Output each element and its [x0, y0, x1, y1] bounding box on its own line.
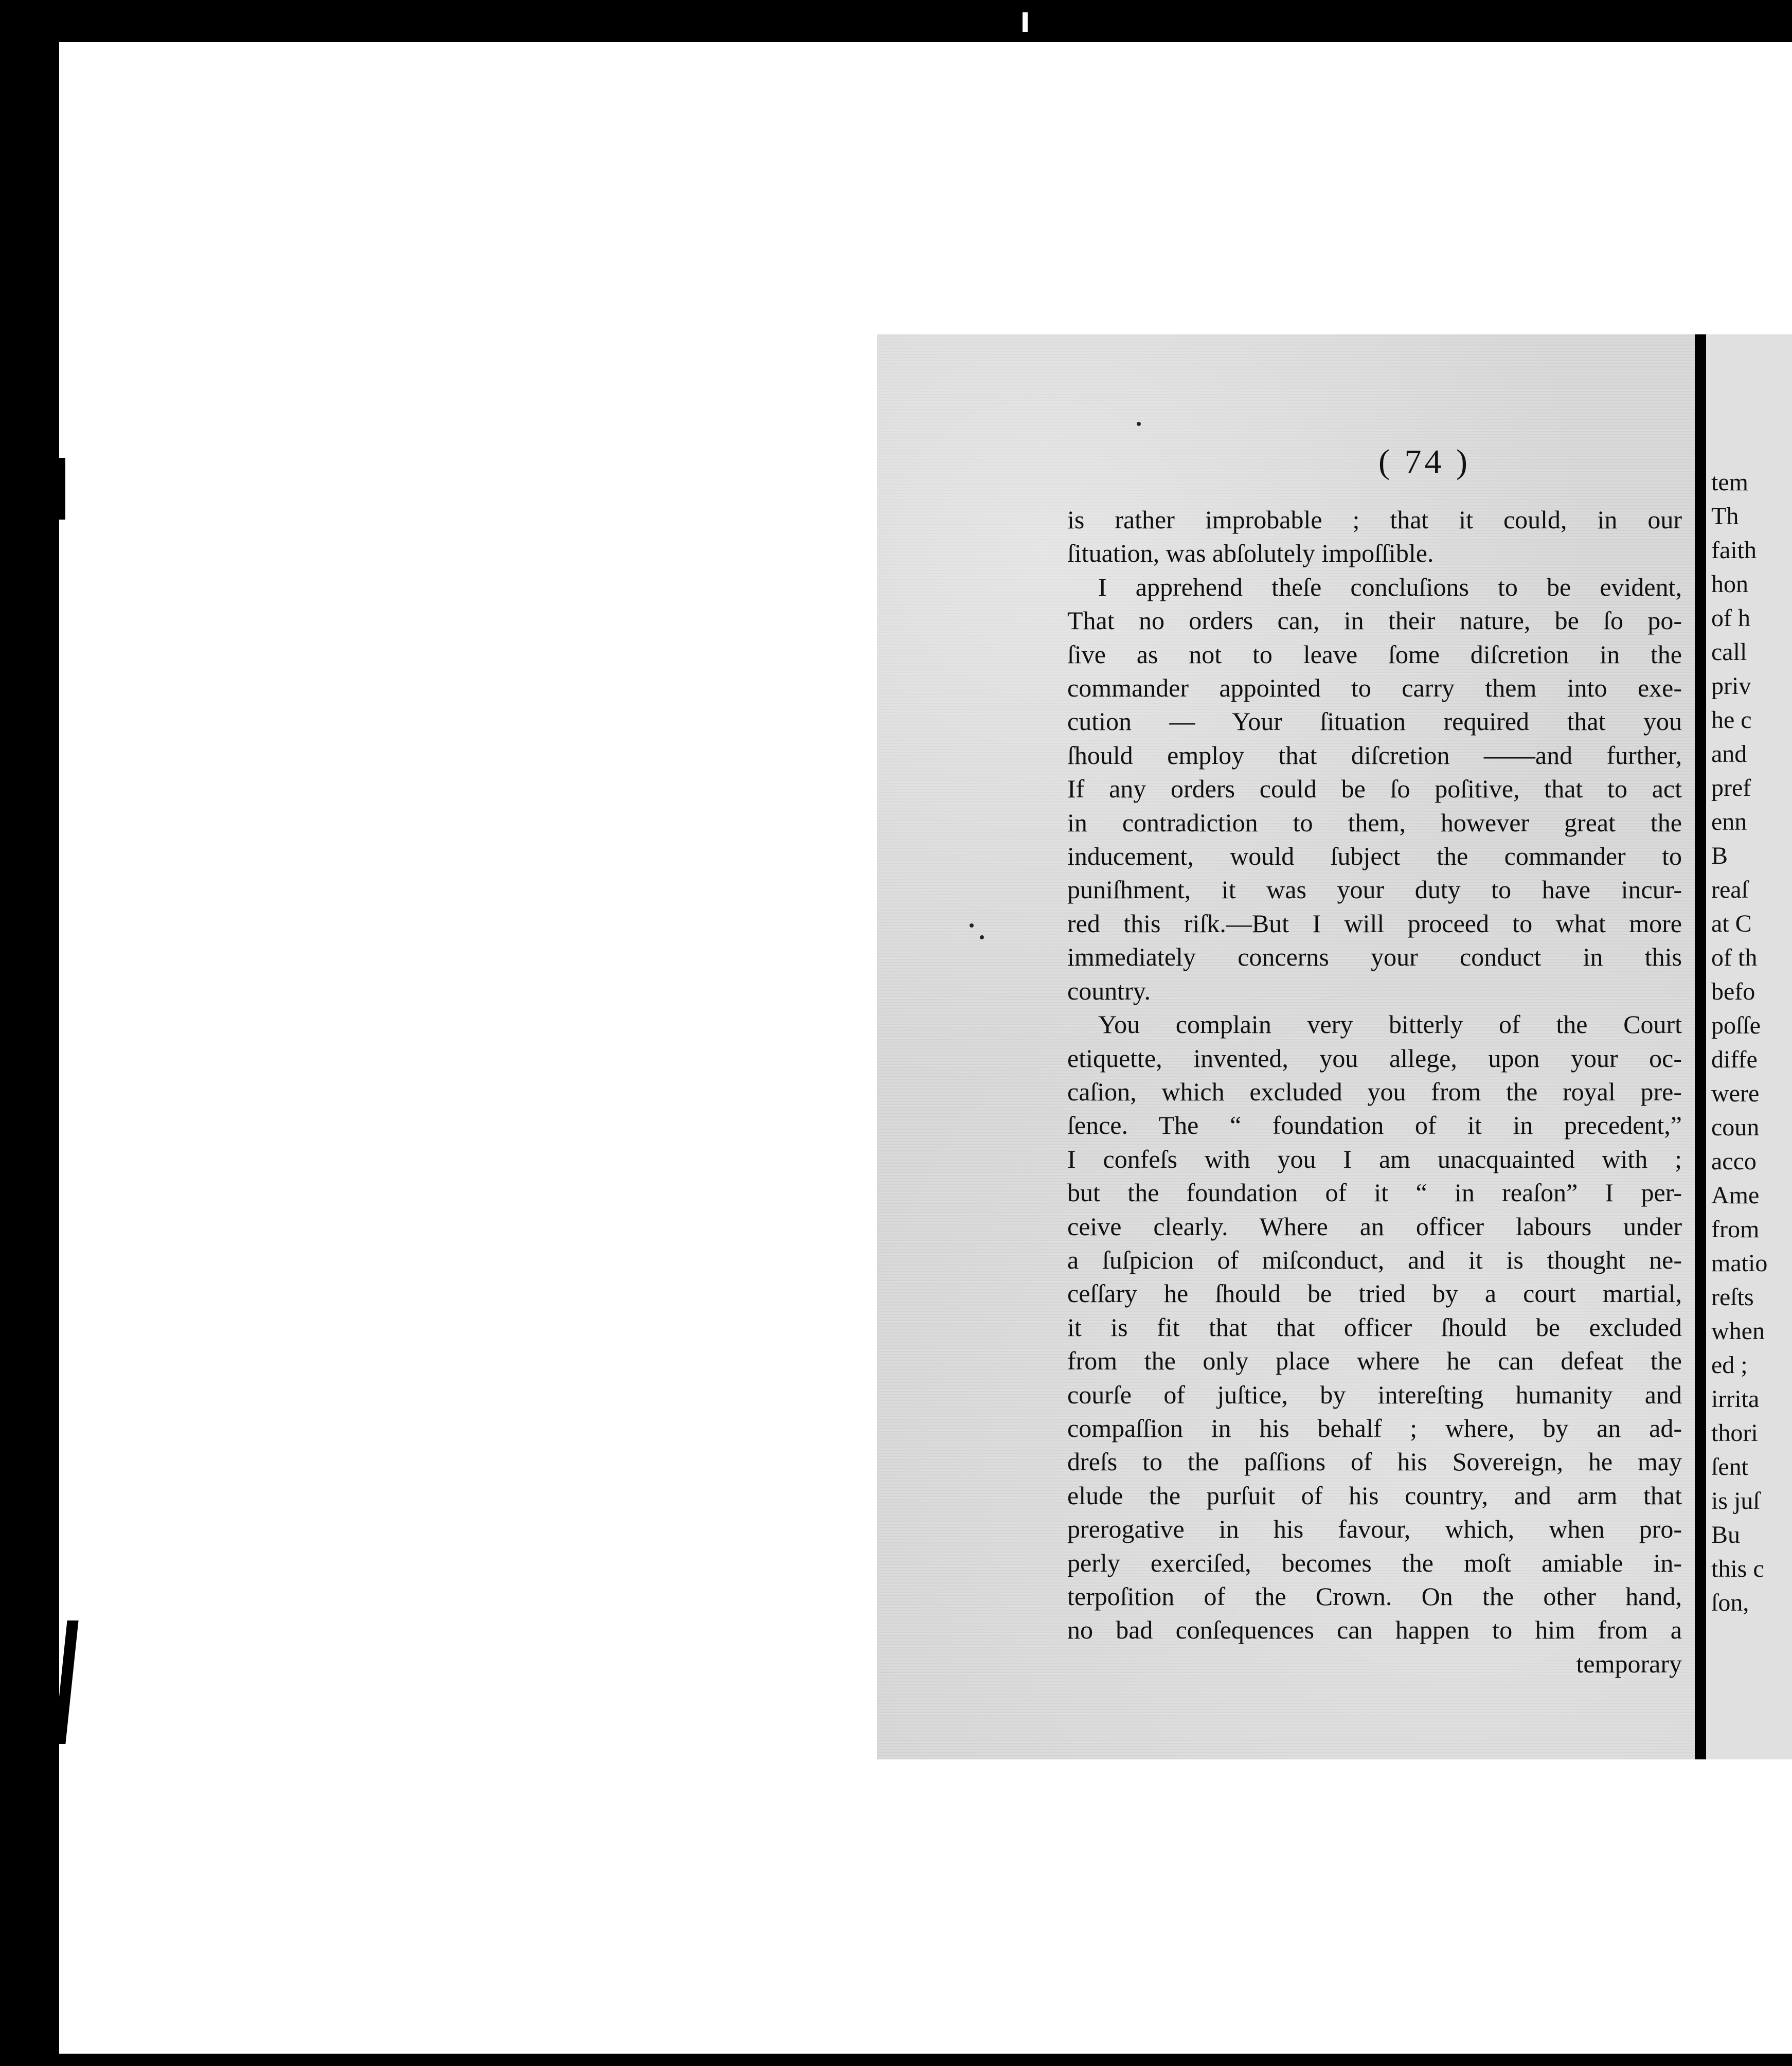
facing-page-fragment: at C: [1711, 910, 1752, 937]
edge-mark-left: [59, 458, 65, 520]
text-line: is rather improbable ; that it could, in our: [1067, 505, 1682, 534]
facing-page-fragment: is juſ: [1711, 1487, 1760, 1515]
facing-page-fragment: acco: [1711, 1148, 1757, 1175]
facing-page-fragment: and: [1711, 740, 1747, 768]
facing-page-fragment: pref: [1711, 774, 1751, 802]
text-line: puniſhment, it was your duty to have incur-: [1067, 875, 1682, 904]
facing-page-fragment: reſts: [1711, 1284, 1754, 1311]
text-line: etiquette, invented, you allege, upon your oc-: [1067, 1043, 1682, 1073]
facing-page-fragment: tem: [1711, 469, 1748, 496]
scan-speck: [980, 935, 984, 939]
text-line: commander appointed to carry them into exe-: [1067, 673, 1682, 703]
text-line: prerogative in his favour, which, when pro-: [1067, 1515, 1682, 1544]
text-line: If any orders could be ſo poſitive, that to act: [1067, 774, 1682, 804]
facing-page-fragment: Ame: [1711, 1182, 1760, 1209]
facing-page-fragment: faith: [1711, 537, 1757, 564]
scan-speck: [970, 923, 974, 928]
text-line: inducement, would ſubject the commander to: [1067, 842, 1682, 871]
page-body-text: [1067, 503, 1682, 1681]
text-line: ſituation, was abſolutely impoſſible.: [1067, 539, 1434, 568]
facing-page-fragment: Th: [1711, 503, 1739, 530]
facing-page-fragment: hon: [1711, 571, 1748, 598]
facing-page-fragment: priv: [1711, 672, 1751, 700]
text-line: ſhould employ that diſcretion ——and further,: [1067, 740, 1682, 770]
facing-page-fragment: this c: [1711, 1555, 1764, 1582]
facing-page-fragment: call: [1711, 638, 1747, 666]
text-line: immediately concerns your conduct in this: [1067, 942, 1682, 972]
text-line: no bad conſequences can happen to him from a: [1067, 1615, 1682, 1645]
edge-mark-top: [1023, 12, 1028, 32]
facing-page-fragment: thori: [1711, 1419, 1758, 1447]
facing-page-fragment: poſſe: [1711, 1012, 1761, 1039]
facing-page-fragment: Bu: [1711, 1521, 1741, 1548]
text-line: but the foundation of it “ in reaſon” I per-: [1067, 1178, 1682, 1207]
facing-page-fragment: from: [1711, 1216, 1760, 1243]
text-line: I apprehend theſe concluſions to be evident,: [1098, 572, 1682, 601]
text-line: ſive as not to leave ſome diſcretion in the: [1067, 639, 1682, 669]
text-line: caſion, which excluded you from the royal pre-: [1067, 1077, 1682, 1106]
text-line: ceive clearly. Where an officer labours under: [1067, 1212, 1682, 1241]
facing-page-fragment: B: [1711, 842, 1728, 869]
scan-speck: [1137, 422, 1141, 426]
page-number: ( 74 ): [1378, 443, 1471, 480]
text-line: cution — Your ſituation required that you: [1067, 707, 1682, 736]
text-line: ſence. The “ foundation of it in precedent,”: [1067, 1111, 1682, 1140]
facing-page-fragment: of th: [1711, 944, 1758, 971]
facing-page-fragment: when: [1711, 1317, 1765, 1345]
facing-page-fragment: of h: [1711, 604, 1750, 632]
text-line: dreſs to the paſſions of his Sovereign, he may: [1067, 1447, 1682, 1476]
text-line: That no orders can, in their nature, be ſo po-: [1067, 606, 1682, 635]
facing-page-fragment: diffe: [1711, 1046, 1758, 1073]
text-line: from the only place where he can defeat the: [1067, 1346, 1682, 1376]
text-line: in contradiction to them, however great the: [1067, 808, 1682, 837]
facing-page-fragment: ſent: [1711, 1453, 1748, 1481]
text-line: elude the purſuit of his country, and arm that: [1067, 1481, 1682, 1510]
facing-page-fragment: he c: [1711, 706, 1752, 734]
text-line: country.: [1067, 976, 1151, 1005]
text-line: ceſſary he ſhould be tried by a court martial,: [1067, 1279, 1682, 1308]
facing-page-fragment: enn: [1711, 808, 1747, 835]
text-line: courſe of juſtice, by intereſting humanity and: [1067, 1380, 1682, 1409]
facing-page-fragment: ſon,: [1711, 1589, 1749, 1616]
text-line: perly exerciſed, becomes the moſt amiable in-: [1067, 1548, 1682, 1577]
text-line: red this riſk.—But I will proceed to what more: [1067, 909, 1682, 938]
facing-page-fragment: reaſ: [1711, 876, 1748, 903]
facing-page-fragment: coun: [1711, 1114, 1760, 1141]
text-line: a ſuſpicion of miſconduct, and it is thought ne-: [1067, 1245, 1682, 1274]
facing-page-fragment: irrita: [1711, 1385, 1760, 1413]
catchword: temporary: [1576, 1649, 1682, 1678]
text-line: You complain very bitterly of the Court: [1098, 1010, 1682, 1039]
book-gutter: [1695, 334, 1706, 1759]
text-line: I confeſs with you I am unacquainted with ;: [1067, 1144, 1682, 1173]
facing-page-fragment: befo: [1711, 978, 1755, 1005]
text-line: compaſſion in his behalf ; where, by an ad-: [1067, 1413, 1682, 1442]
facing-page-text: [1711, 466, 1792, 1620]
text-line: terpoſition of the Crown. On the other hand,: [1067, 1582, 1682, 1611]
text-line: it is fit that that officer ſhould be excluded: [1067, 1312, 1682, 1342]
facing-page-fragment: ed ;: [1711, 1351, 1748, 1379]
facing-page-fragment: matio: [1711, 1250, 1768, 1277]
book-page-right-edge: [1706, 334, 1792, 1759]
facing-page-fragment: were: [1711, 1080, 1760, 1107]
